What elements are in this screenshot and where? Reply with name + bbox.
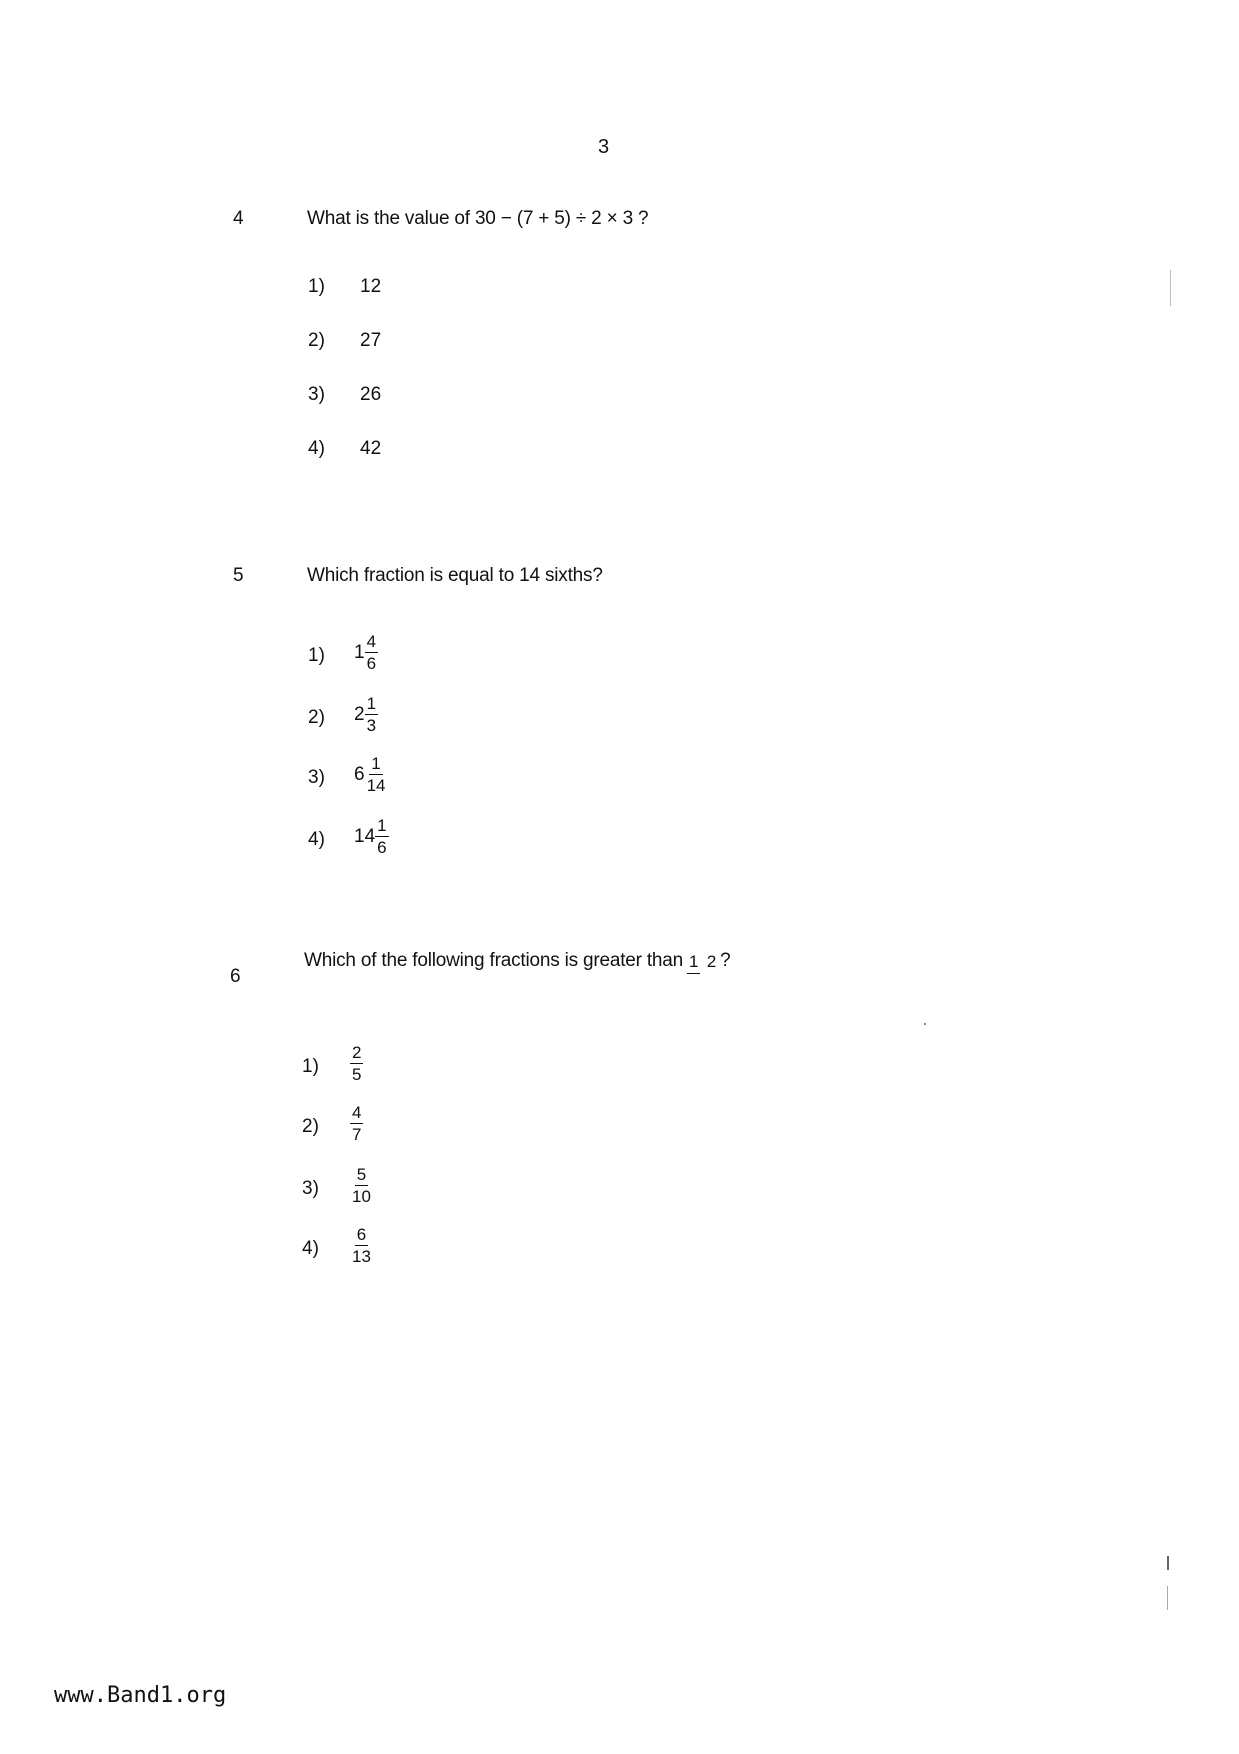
denominator: 3 [366,716,377,735]
page-number: 3 [598,136,610,158]
question-mark: ? [720,950,731,971]
option-label: 1) [302,1056,319,1077]
option-label: 3) [302,1178,319,1199]
numerator: 1 [366,694,377,713]
question-number: 5 [233,565,244,586]
scan-mark [1167,1556,1169,1570]
option-label: 4) [308,829,325,850]
option-label: 2) [302,1116,319,1137]
question-text: What is the value of 30 − (7 + 5) ÷ 2 × 3 ? [307,208,649,229]
mixed-number [354,695,378,734]
whole-part: 2 [354,703,365,725]
whole-part: 1 [354,641,365,663]
numerator: 4 [352,1103,362,1122]
question-number: 4 [233,208,244,229]
denominator: 10 [352,1187,371,1206]
option-label: 1) [308,276,325,297]
fraction [350,1104,363,1143]
numerator: 4 [366,632,377,651]
denominator: 7 [352,1125,362,1144]
scan-mark [1170,270,1171,306]
fraction [365,695,378,734]
numerator: 1 [377,816,387,835]
denominator: 2 [706,951,717,971]
whole-part: 6 [354,763,365,785]
question-text-main: Which of the following fractions is greater than [304,950,684,971]
question-text: Which fraction is equal to 14 sixths? [307,565,603,586]
numerator: 2 [352,1043,362,1062]
mixed-number [354,633,378,672]
option-label: 3) [308,384,325,405]
numerator: 5 [356,1165,367,1184]
option-value: 42 [360,438,382,459]
scan-mark [1167,1586,1168,1610]
option-label: 2) [308,707,325,728]
option-label: 4) [302,1238,319,1259]
fraction [350,1226,373,1265]
footer-url: www.Band1.org [54,1683,227,1708]
option-label: 3) [308,767,325,788]
numerator: 6 [356,1225,367,1244]
denominator: 5 [352,1065,362,1084]
option-value: 27 [360,330,382,351]
whole-part: 14 [354,825,376,847]
option-value: 26 [360,384,382,405]
option-label: 2) [308,330,325,351]
option-value: 12 [360,276,382,297]
numerator: 1 [371,754,381,773]
fraction [365,755,388,794]
mixed-number [354,755,388,794]
mixed-number [354,817,389,856]
fraction [375,817,388,856]
fraction [350,1166,373,1205]
question-text [304,950,730,972]
option-label: 1) [308,645,325,666]
question-number: 6 [230,966,241,987]
numerator: 1 [687,952,700,974]
denominator: 6 [366,654,377,673]
denominator: 13 [352,1247,371,1266]
scan-mark [924,1023,926,1025]
denominator: 14 [366,776,386,795]
fraction [350,1044,363,1083]
option-label: 4) [308,438,325,459]
denominator: 6 [377,838,387,857]
fraction [365,633,378,672]
inline-fraction [687,953,718,970]
